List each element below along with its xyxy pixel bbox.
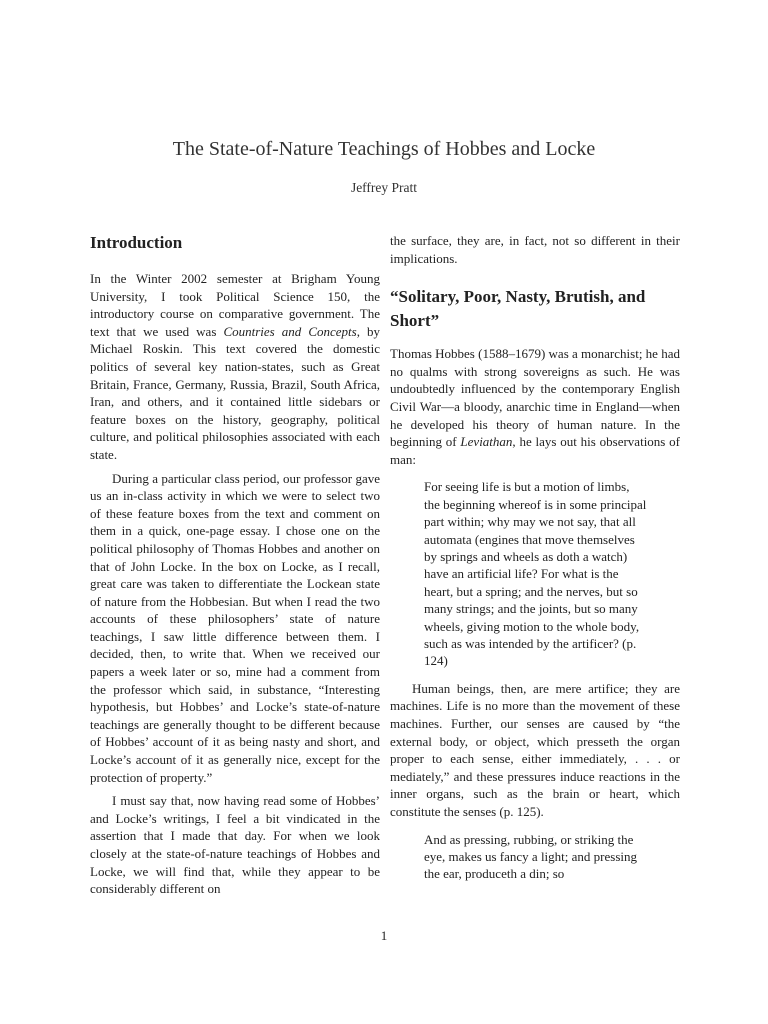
- author-name: Jeffrey Pratt: [350, 180, 418, 195]
- paragraph-hobbes-2: Human beings, then, are mere artifice; they are machines. Life is no more than the movement of these machines. Further, our senses are caused by “the external body, or object, which presseth the organ proper to each sense, either immediately, . . . or mediately,” and these pressures induce reactions in the inner organs, such as the brain or heart, which constitute the senses (p. 125).: [390, 680, 680, 819]
- paragraph-continuation: the surface, they are, in fact, not so different in their implications.: [390, 233, 680, 266]
- block-quote-2: And as pressing, rubbing, or striking the eye, makes us fancy a light; and pressing the ear, produceth a din; so: [424, 831, 637, 882]
- paragraph-hobbes-1: [390, 345, 680, 468]
- leviathan-italic: Leviathan: [460, 434, 513, 450]
- page-number: 1: [380, 928, 388, 943]
- left-column: [90, 232, 380, 898]
- book-title-italic: Countries and Concepts: [223, 323, 357, 339]
- paper-title: The State-of-Nature Teachings of Hobbes and Locke: [172, 138, 596, 160]
- paragraph-intro-1: [90, 270, 380, 464]
- paragraph-hobbes-1-text-a: Thomas Hobbes (1588–1679) was a monarchist; he had no qualms with strong sovereigns as such. He was undoubtedly influenced by the contemporary English Civil War—a bloody, anarchic time in England—when he developed his theory of human nature. In the beginning of: [390, 346, 680, 450]
- right-column: [390, 232, 680, 893]
- paragraph-intro-3: I must say that, now having read some of Hobbes’ and Locke’s writings, I feel a bit vindicated in the assertion that I made that day. For when we look closely at the state-of-nature teachings of Hobbes and Locke, we will find that, while they appear to be considerably different on: [90, 793, 380, 897]
- section-heading-introduction: Introduction: [90, 233, 183, 252]
- paragraph-intro-2: During a particular class period, our professor gave us an in-class activity in which we were to select two of these feature boxes from the text and comment on them in a quick, one-page essay. I chose one on the political philosophy of Thomas Hobbes and another on that of John Locke. In the box on Locke, as I recall, great care was taken to differentiate the Lockean state of nature from the Hobbesian. But when I read the two accounts of these philosophers’ state of nature teachings, I saw little difference between them. I decided, then, to write that. When we received our papers a week later or so, mine had a comment from the professor which said, in substance, “Interesting hypothesis, but Hobbes’ and Locke’s state-of-nature teachings are generally thought to be different because of Hobbes’ account of it as being nasty and short, and Locke’s account of it as generally nice, except for the protection of property.”: [90, 470, 380, 785]
- paragraph-intro-1-text-a: In the Winter 2002 semester at Brigham Young University, I took Political Science 150, the introductory course on comparative government. The text that we used was: [90, 271, 380, 339]
- block-quote-1: For seeing life is but a motion of limbs, the beginning whereof is in some principal part within; why may we not say, that all automata (engines that move themselves by springs and wheels as doth a watch) have an artificial life? For what is the heart, but a spring; and the nerves, but so many strings; and the joints, but so many wheels, giving motion to the whole body, such as was intended by the artificer? (p. 124): [424, 479, 647, 669]
- section-heading-solitary: “Solitary, Poor, Nasty, Brutish, and Short”: [390, 287, 646, 331]
- paragraph-hobbes-1-text-b: , he lays out his observations of man:: [390, 434, 680, 467]
- paragraph-intro-1-text-b: , by Michael Roskin. This text covered the domestic politics of several key nation-states, such as Great Britain, France, Germany, Russia, Brazil, South Africa, Iran, and others, and it contained little sidebars or feature boxes on the history, geography, political culture, and political philosophies associated with each state.: [90, 323, 380, 462]
